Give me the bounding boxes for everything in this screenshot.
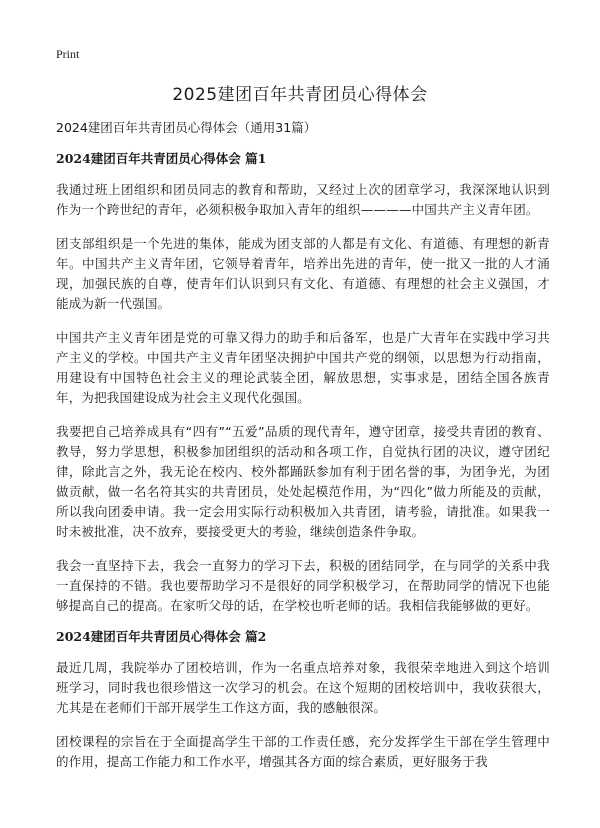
paragraph: 最近几周，我院举办了团校培训，作为一名重点培养对象，我很荣幸地进入到这个培训班学习，同时我也很珍惜这一次学习的机会。在这个短期的团校培训中，我收获很大，尤其是在老师们干部开展学生工作这方面，我的感触很深。	[56, 660, 550, 715]
paragraph: 中国共产主义青年团是党的可靠又得力的助手和后备军，也是广大青年在实践中学习共产主义的学校。中国共产主义青年团坚决拥护中国共产党的纲领，以思想为行动指南，用建设有中国特色社会主义的理论武装全团，解放思想，实事求是，团结全国各族青年，为把我国建设成为社会主义现代化强国。	[56, 330, 550, 405]
paragraph: 我要把自己培养成具有“四有”“五爱”品质的现代青年，遵守团章，接受共青团的教育、教导，努力学思想，积极参加团组织的活动和各项工作，自觉执行团的决议，遵守团纪律，除此言之外，我无论在校内、校外都踊跃参加有利于团名誉的事，为团争光，为团做贡献，做一名名符其实的共青团员，处处起模范作用，为“四化”做力所能及的贡献，所以我向团委申请。我一定会用实际行动积极加入共青团，请考验，请批准。如果我一时未被批准，决不放弃，要接受更大的考验，继续创造条件争取。	[56, 424, 550, 539]
paragraph: 团支部组织是一个先进的集体，能成为团支部的人都是有文化、有道德、有理想的新青年。中国共产主义青年团，它领导着青年，培养出先进的青年，使一批又一批的人才涌现，加强民族的自尊，使青年们认识到只有文化、有道德、有理想的社会主义强国，才能成为新一代强国。	[56, 236, 550, 311]
paragraph: 我会一直坚持下去，我会一直努力的学习下去，积极的团结同学，在与同学的关系中我一直保持的不错。我也要帮助学习不是很好的同学积极学习，在帮助同学的情况下也能够提高自己的提高。在家听父母的话，在学校也听老师的话。我相信我能够做的更好。	[56, 558, 550, 613]
paragraph: 我通过班上团组织和团员同志的教育和帮助，又经过上次的团章学习，我深深地认识到作为一个跨世纪的青年，必须积极争取加入青年的组织————中国共产主义青年团。	[56, 182, 550, 217]
print-link[interactable]: Print	[56, 47, 80, 61]
page-title: 2025建团百年共青团员心得体会	[172, 85, 428, 105]
paragraph: 团校课程的宗旨在于全面提高学生干部的工作责任感，充分发挥学生干部在学生管理中的作用，提高工作能力和工作水平，增强其各方面的综合素质，更好服务于我	[56, 734, 550, 769]
document-subtitle: 2024建团百年共青团员心得体会（通用31篇）	[56, 120, 317, 135]
section-heading-2: 2024建团百年共青团员心得体会 篇2	[56, 629, 267, 644]
article-body	[56, 119, 550, 786]
section-heading-1: 2024建团百年共青团员心得体会 篇1	[56, 151, 267, 166]
